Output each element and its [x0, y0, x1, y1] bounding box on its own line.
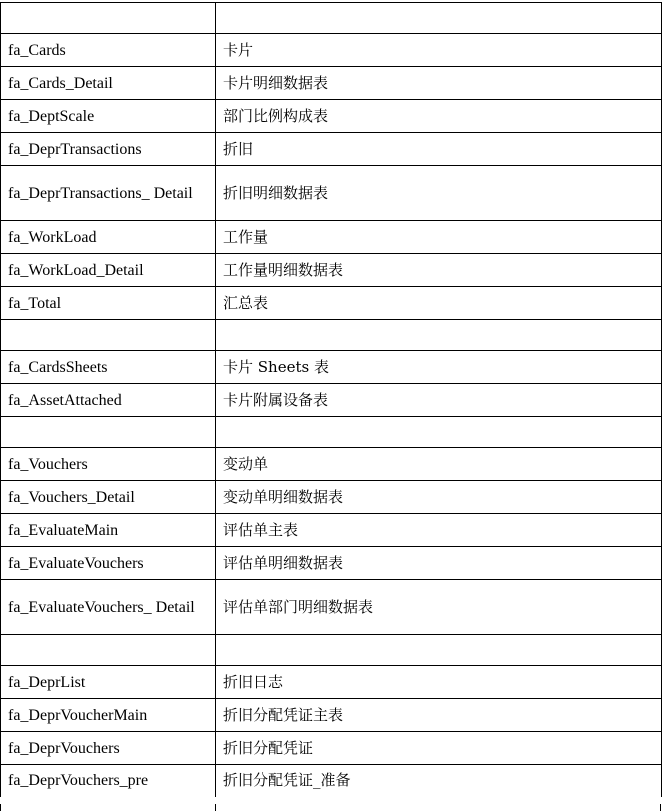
table-desc-cell: 评估单部门明细数据表 — [216, 580, 662, 635]
table-row — [1, 221, 662, 254]
table-row — [1, 3, 662, 34]
table-desc-cell: 折旧明细数据表 — [216, 166, 662, 221]
table-border-middle — [215, 804, 216, 811]
table-desc-cell: 折旧分配凭证 — [216, 732, 662, 765]
table-name-cell: fa_DeprVouchers_pre — [1, 765, 216, 797]
table-desc-cell: 卡片 Sheets 表 — [216, 351, 662, 384]
table-name-cell: fa_DeprList — [1, 666, 216, 699]
table-name-cell: fa_CardsSheets — [1, 351, 216, 384]
table-row — [1, 547, 662, 580]
table-name-cell: fa_Vouchers_Detail — [1, 481, 216, 514]
table-row — [1, 384, 662, 417]
table-row — [1, 34, 662, 67]
table-desc-cell: 折旧日志 — [216, 666, 662, 699]
table-desc-cell: 汇总表 — [216, 287, 662, 320]
table-desc-cell: 折旧分配凭证_准备 — [216, 765, 662, 797]
table-row — [1, 666, 662, 699]
table-row — [1, 765, 662, 797]
table-row — [1, 67, 662, 100]
table-name-cell: fa_DeptScale — [1, 100, 216, 133]
table-desc-cell: 卡片明细数据表 — [216, 67, 662, 100]
table-name-cell: fa_EvaluateVouchers_ Detail — [1, 580, 216, 635]
table-desc-cell: 工作量 — [216, 221, 662, 254]
table-row — [1, 580, 662, 635]
table-name-cell — [1, 635, 216, 666]
table-name-cell: fa_DeprTransactions_ Detail — [1, 166, 216, 221]
table-desc-cell: 卡片附属设备表 — [216, 384, 662, 417]
table-row — [1, 133, 662, 166]
table-row — [1, 699, 662, 732]
table-desc-cell: 工作量明细数据表 — [216, 254, 662, 287]
table-border-left — [0, 804, 1, 811]
table-name-cell: fa_DeprTransactions — [1, 133, 216, 166]
table-name-cell: fa_WorkLoad — [1, 221, 216, 254]
table-name-cell: fa_DeprVoucherMain — [1, 699, 216, 732]
table-row — [1, 514, 662, 547]
table-continuation — [0, 804, 661, 811]
table-name-cell: fa_WorkLoad_Detail — [1, 254, 216, 287]
table-row — [1, 320, 662, 351]
table-name-cell — [1, 320, 216, 351]
table-row — [1, 100, 662, 133]
table-name-cell: fa_AssetAttached — [1, 384, 216, 417]
table-row — [1, 448, 662, 481]
table-desc-cell — [216, 635, 662, 666]
table-desc-cell — [216, 417, 662, 448]
table-list — [0, 2, 662, 797]
table-row — [1, 351, 662, 384]
table-row — [1, 481, 662, 514]
table-desc-cell: 折旧 — [216, 133, 662, 166]
table-border-right — [660, 804, 661, 811]
table-desc-cell: 变动单 — [216, 448, 662, 481]
table-name-cell: fa_DeprVouchers — [1, 732, 216, 765]
table-name-cell — [1, 3, 216, 34]
table-desc-cell: 卡片 — [216, 34, 662, 67]
table-desc-cell — [216, 320, 662, 351]
table-name-cell — [1, 417, 216, 448]
table-row — [1, 732, 662, 765]
table-row — [1, 417, 662, 448]
table-desc-cell: 变动单明细数据表 — [216, 481, 662, 514]
table-name-cell: fa_Vouchers — [1, 448, 216, 481]
table-desc-cell: 评估单主表 — [216, 514, 662, 547]
table-name-cell: fa_Cards — [1, 34, 216, 67]
table-row — [1, 635, 662, 666]
table-row — [1, 287, 662, 320]
table-name-cell: fa_Cards_Detail — [1, 67, 216, 100]
table-row — [1, 166, 662, 221]
table-row — [1, 254, 662, 287]
table-name-cell: fa_EvaluateVouchers — [1, 547, 216, 580]
table-name-cell: fa_EvaluateMain — [1, 514, 216, 547]
table-desc-cell: 评估单明细数据表 — [216, 547, 662, 580]
table-body — [1, 3, 662, 797]
table-desc-cell: 部门比例构成表 — [216, 100, 662, 133]
table-desc-cell — [216, 3, 662, 34]
table-name-cell: fa_Total — [1, 287, 216, 320]
table-desc-cell: 折旧分配凭证主表 — [216, 699, 662, 732]
